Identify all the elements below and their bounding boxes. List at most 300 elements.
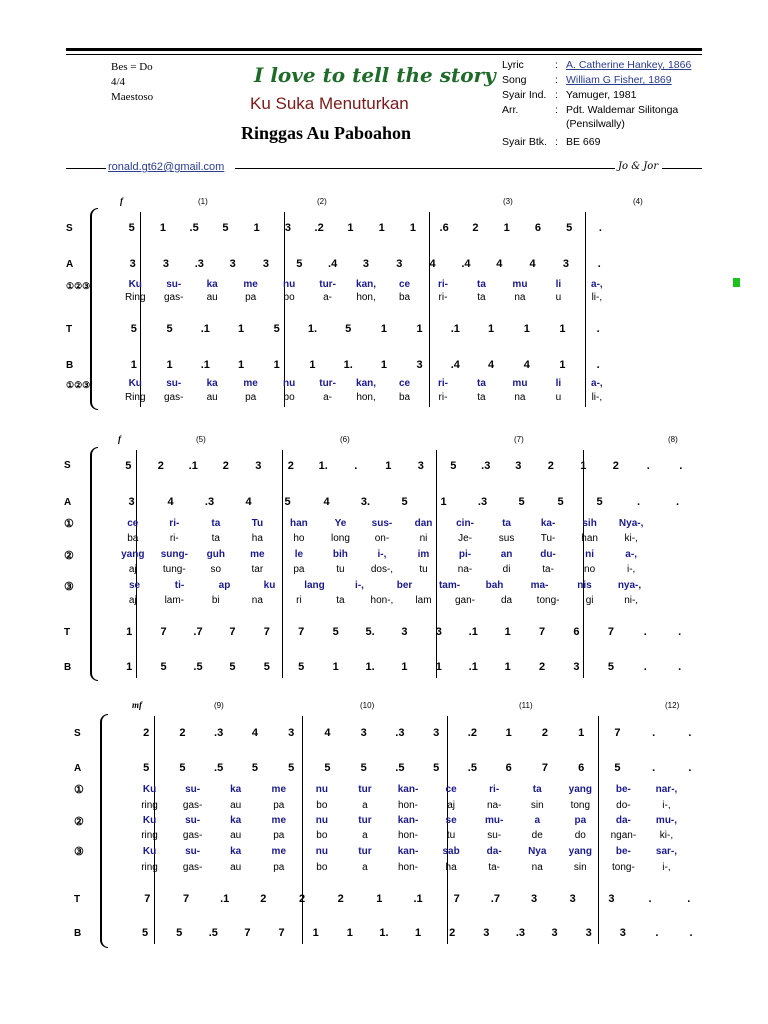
note: 5: [273, 323, 280, 335]
lyric-syllable: le: [294, 549, 304, 560]
lyric-syllable: da: [500, 595, 513, 606]
system-brace: [90, 208, 98, 410]
note: .3: [395, 727, 405, 739]
note: 3: [262, 258, 270, 270]
lyric-syllable: a-: [323, 392, 333, 403]
note: 5: [288, 762, 295, 774]
note: .: [596, 359, 600, 371]
note: 1: [504, 661, 511, 673]
lyric-syllable: du-: [540, 549, 556, 560]
lyric-syllable: bih: [332, 549, 348, 560]
lyric-syllable: sab: [442, 846, 460, 857]
note: 1.: [379, 927, 389, 939]
lyric-syllable: ba: [127, 533, 139, 544]
lyric-syllable: i-,: [377, 549, 387, 560]
lyric-syllable: na: [251, 595, 263, 606]
lyric-syllable: bo: [283, 292, 295, 303]
note: .2: [467, 727, 477, 739]
note: 5: [324, 762, 331, 774]
lyric-syllable: ni-,: [624, 595, 639, 606]
note: 1: [130, 359, 137, 371]
lyric-syllable: ta: [477, 392, 486, 403]
part-label-soprano: S: [64, 460, 71, 471]
verse-marker: ①②③: [66, 281, 91, 291]
system-brace: [100, 714, 108, 948]
note: .: [648, 893, 652, 905]
measure-number: (4): [633, 197, 643, 206]
note: .4: [450, 359, 460, 371]
lyric-syllable: han: [581, 533, 598, 544]
note: 1: [385, 460, 392, 472]
lyrics-line: [112, 518, 652, 529]
lyric-syllable: Ye: [334, 518, 347, 529]
note: 2: [539, 661, 546, 673]
lyric-syllable: a: [362, 800, 368, 811]
part-label-alto: A: [66, 259, 74, 270]
note: 3: [417, 460, 424, 472]
lyric-syllable: mu-,: [655, 815, 678, 826]
note: 2: [547, 460, 554, 472]
lyric-syllable: yang: [121, 549, 145, 560]
lyric-syllable: a: [362, 862, 368, 873]
lyric-syllable: sar-,: [655, 846, 678, 857]
note: 5: [332, 626, 339, 638]
alto-notes: [116, 258, 616, 270]
lyric-syllable: au: [230, 862, 242, 873]
note: 4: [245, 496, 252, 508]
lyric-syllable: gi: [585, 595, 594, 606]
lyric-syllable: mu: [512, 279, 528, 290]
lyric-syllable: lam: [415, 595, 432, 606]
lyric-syllable: ri-: [169, 533, 179, 544]
lyrics-line: [116, 292, 616, 303]
lyrics-line: [116, 279, 616, 290]
lyric-syllable: nu: [315, 784, 328, 795]
note: 7: [229, 626, 236, 638]
part-label-tenor: T: [66, 324, 73, 335]
measure-number: (12): [665, 701, 680, 710]
lyric-syllable: su-: [166, 378, 182, 389]
note: 5: [143, 762, 150, 774]
lyric-syllable: u: [555, 392, 562, 403]
lyric-syllable: tur-: [319, 279, 336, 290]
note: .5: [208, 927, 218, 939]
note: 7: [614, 727, 621, 739]
note: .6: [439, 222, 449, 234]
note: 6: [578, 762, 585, 774]
note: 6: [534, 222, 541, 234]
lyrics-line: [128, 830, 688, 841]
note: .3: [194, 258, 204, 270]
lyric-syllable: su-: [185, 815, 201, 826]
lyric-syllable: ka: [230, 846, 242, 857]
lyric-syllable: ta: [477, 378, 486, 389]
lyric-syllable: tur: [358, 784, 372, 795]
lyric-syllable: pi-: [458, 549, 472, 560]
note: .5: [395, 762, 405, 774]
lyric-syllable: han: [290, 518, 308, 529]
note: 1: [253, 222, 260, 234]
lyric-syllable: ka: [230, 784, 242, 795]
note: 3: [401, 626, 408, 638]
note: 1: [332, 661, 339, 673]
lyric-syllable: ring: [141, 862, 158, 873]
credit-sep: :: [555, 59, 558, 71]
lyric-syllable: ba: [398, 292, 411, 303]
lyric-syllable: ce: [398, 279, 411, 290]
note: 1: [523, 323, 530, 335]
note: 5: [128, 222, 135, 234]
note: 1: [126, 661, 133, 673]
lyrics-line: [128, 862, 688, 873]
note: 5: [222, 222, 229, 234]
email-rule-right: [235, 168, 615, 169]
lyric-syllable: an: [500, 549, 513, 560]
lyric-syllable: yang: [568, 784, 592, 795]
lyric-syllable: ki-,: [659, 830, 674, 841]
note: .: [688, 762, 692, 774]
lyric-syllable: ka-: [540, 518, 556, 529]
lyric-syllable: Ku: [128, 279, 142, 290]
lyric-syllable: se: [128, 580, 141, 591]
lyric-syllable: ta: [532, 784, 542, 795]
credit-arr-value: Pdt. Waldemar Silitonga: [566, 104, 679, 116]
measure-number: (8): [668, 435, 678, 444]
lyric-syllable: nu: [283, 378, 296, 389]
note: 3: [569, 893, 576, 905]
lyric-syllable: da-: [615, 815, 631, 826]
lyric-syllable: li: [555, 378, 562, 389]
lyric-syllable: ba: [398, 392, 411, 403]
note: 6: [573, 626, 580, 638]
soprano-notes: [128, 727, 708, 739]
time-signature: 4/4: [111, 76, 126, 88]
note: .1: [220, 893, 230, 905]
verse-marker: ②: [64, 550, 74, 562]
verse-marker: ③: [74, 846, 84, 858]
top-rule-thin: [66, 54, 702, 55]
lyric-syllable: ku: [263, 580, 276, 591]
note: .1: [413, 893, 423, 905]
verse-marker: ②: [74, 816, 84, 828]
bass-notes: [116, 359, 616, 371]
note: .: [354, 460, 358, 472]
note: .5: [189, 222, 199, 234]
note: 4: [429, 258, 436, 270]
lyric-syllable: Ku: [142, 846, 157, 857]
lyric-syllable: nar-,: [655, 784, 678, 795]
tenor-notes: [112, 626, 697, 638]
note: 1: [237, 359, 245, 371]
lyric-syllable: sin: [530, 800, 544, 811]
note: 5: [433, 762, 440, 774]
note: 5: [251, 762, 258, 774]
lyric-syllable: sus-: [371, 518, 393, 529]
note: 5: [614, 762, 621, 774]
lyric-syllable: ap: [218, 580, 231, 591]
credit-arr-alias: (Pensilwally): [566, 118, 625, 130]
part-label-bass: B: [74, 928, 82, 939]
note: 2: [260, 893, 267, 905]
note: .2: [314, 222, 324, 234]
lyric-syllable: hon,: [356, 392, 376, 403]
credit-song-key: Song: [502, 74, 527, 86]
part-label-alto: A: [64, 497, 72, 508]
lyric-syllable: Tu: [251, 518, 264, 529]
lyric-syllable: aj: [128, 564, 137, 575]
lyric-syllable: Nya: [528, 846, 547, 857]
lyric-syllable: pa: [245, 392, 257, 403]
lyric-syllable: bo: [316, 830, 328, 841]
lyric-syllable: ce: [398, 378, 411, 389]
lyric-syllable: bo: [316, 862, 328, 873]
note: .: [597, 258, 601, 270]
title-indonesian: Ku Suka Menuturkan: [250, 94, 409, 113]
lyric-syllable: ha: [251, 533, 263, 544]
lyric-syllable: i-,: [626, 564, 636, 575]
note: 3: [619, 927, 626, 939]
lyric-syllable: tur-: [319, 378, 336, 389]
note: 4: [324, 727, 331, 739]
note: 5: [176, 927, 183, 939]
lyric-syllable: Ring: [124, 292, 146, 303]
lyrics-line: [128, 815, 688, 826]
note: .: [655, 927, 659, 939]
lyrics-line: [112, 580, 652, 591]
author-email[interactable]: ronald.gt62@gmail.com: [108, 161, 225, 173]
note: 3: [255, 460, 262, 472]
lyric-syllable: ni: [585, 549, 595, 560]
lyric-syllable: ka: [206, 378, 218, 389]
soprano-notes: [112, 460, 697, 472]
note: .7: [193, 626, 203, 638]
lyrics-line: [128, 846, 688, 857]
note: 1: [126, 626, 133, 638]
note: 5: [450, 460, 457, 472]
lyric-syllable: Nya-,: [618, 518, 644, 529]
lyric-syllable: tong: [570, 800, 591, 811]
lyric-syllable: me: [243, 279, 258, 290]
note: .: [678, 626, 682, 638]
lyric-syllable: tu: [446, 830, 456, 841]
note: .5: [193, 661, 203, 673]
note: 4: [496, 258, 503, 270]
lyric-syllable: tong-: [536, 595, 560, 606]
lyric-syllable: i-,: [662, 800, 671, 811]
lyrics-line: [128, 784, 688, 795]
lyric-syllable: ho: [293, 533, 305, 544]
note: 3: [585, 927, 592, 939]
measure-number: (5): [196, 435, 206, 444]
note: .: [679, 460, 683, 472]
note: .3: [515, 927, 526, 939]
lyric-syllable: kan-: [397, 846, 419, 857]
measure-number: (7): [514, 435, 524, 444]
note: 3: [129, 258, 136, 270]
lyric-syllable: me: [271, 846, 286, 857]
soprano-notes: [116, 222, 616, 234]
credit-arr-key: Arr.: [502, 104, 519, 116]
credit-lyric-value[interactable]: A. Catherine Hankey, 1866: [566, 59, 692, 71]
lyric-syllable: kan-: [397, 815, 419, 826]
lyric-syllable: lam-: [164, 595, 185, 606]
credit-song-value[interactable]: William G Fisher, 1869: [566, 74, 672, 86]
tenor-notes: [128, 893, 708, 905]
dynamic-mark: f: [120, 196, 123, 206]
email-rule-end: [662, 168, 702, 169]
note: 1: [505, 727, 512, 739]
note: 3: [229, 258, 236, 270]
note: 4: [487, 359, 495, 371]
note: .: [652, 727, 656, 739]
note: 1: [559, 323, 566, 335]
note: 2: [612, 460, 619, 472]
note: 2: [157, 460, 164, 472]
lyric-syllable: da-: [486, 846, 502, 857]
lyric-syllable: nu: [315, 846, 328, 857]
lyric-syllable: long: [330, 533, 350, 544]
note: 5: [596, 496, 603, 508]
lyric-syllable: tong-: [612, 862, 635, 873]
dynamic-mark: f: [118, 434, 121, 444]
note: .3: [204, 496, 215, 508]
lyric-syllable: tung-: [162, 564, 186, 575]
lyric-syllable: pa: [574, 815, 587, 826]
note: .5: [214, 762, 224, 774]
signature-tag: Jo & Jor: [618, 161, 659, 172]
note: 3: [515, 460, 522, 472]
note: .: [688, 727, 692, 739]
note: .: [678, 661, 682, 673]
lyric-syllable: a-,: [591, 378, 603, 389]
note: 7: [539, 626, 546, 638]
lyrics-line: [116, 378, 616, 389]
note: 1: [378, 222, 385, 234]
lyric-syllable: pa: [273, 862, 285, 873]
lyric-syllable: ri: [296, 595, 302, 606]
lyric-syllable: sin: [573, 862, 587, 873]
note: 5: [229, 661, 236, 673]
note: 1: [347, 222, 354, 234]
note: 5: [607, 661, 614, 673]
note: 5.: [365, 626, 375, 638]
note: 3: [396, 258, 403, 270]
note: 1: [380, 323, 387, 335]
note: .3: [214, 727, 224, 739]
lyric-syllable: Je-: [458, 533, 472, 544]
note: .: [596, 323, 600, 335]
note: 3: [128, 496, 135, 508]
note: 1: [559, 359, 566, 371]
part-label-soprano: S: [74, 728, 81, 739]
lyric-syllable: ki-,: [624, 533, 638, 544]
lyric-syllable: ta: [211, 518, 221, 529]
lyric-syllable: u: [555, 292, 562, 303]
note: .: [643, 661, 647, 673]
lyric-syllable: me: [243, 378, 258, 389]
lyric-syllable: dan: [414, 518, 433, 529]
note: 3: [562, 258, 569, 270]
bass-notes: [112, 661, 697, 673]
lyric-syllable: me: [271, 784, 286, 795]
lyric-syllable: de: [531, 830, 543, 841]
note: .: [675, 496, 680, 508]
note: 3: [360, 727, 367, 739]
lyric-syllable: ri-: [438, 292, 448, 303]
note: 5: [360, 762, 367, 774]
note: .1: [200, 323, 210, 335]
note: .: [636, 496, 641, 508]
note: 1.: [365, 661, 375, 673]
note: 2: [472, 222, 479, 234]
lyric-syllable: su-: [185, 846, 201, 857]
lyric-syllable: aj: [128, 595, 137, 606]
note: 2: [449, 927, 456, 939]
note: 1.: [343, 359, 353, 371]
lyric-syllable: Tu-: [540, 533, 556, 544]
measure-number: (2): [317, 197, 327, 206]
lyric-syllable: kan-: [397, 784, 419, 795]
lyric-syllable: su-: [185, 784, 201, 795]
note: .3: [481, 460, 491, 472]
note: 1: [237, 323, 245, 335]
note: 1: [435, 661, 442, 673]
note: 5: [130, 323, 137, 335]
part-label-tenor: T: [74, 894, 81, 905]
note: 2: [143, 727, 150, 739]
note: .1: [450, 323, 460, 335]
note: .1: [468, 626, 478, 638]
lyric-syllable: a-: [323, 292, 333, 303]
note: 5: [284, 496, 291, 508]
lyric-syllable: i-,: [662, 862, 671, 873]
lyric-syllable: im: [417, 549, 430, 560]
credit-sep: :: [555, 104, 558, 116]
title-batak: Ringgas Au Paboahon: [241, 123, 412, 143]
lyric-syllable: sih: [582, 518, 597, 529]
note: 4: [251, 727, 258, 739]
lyric-syllable: na-: [486, 800, 502, 811]
lyric-syllable: gas-: [163, 292, 184, 303]
lyric-syllable: su-: [487, 830, 502, 841]
note: 2: [179, 727, 186, 739]
note: 1: [346, 927, 353, 939]
lyric-syllable: nis: [577, 580, 592, 591]
lyrics-line: [112, 533, 652, 544]
note: 1: [580, 460, 587, 472]
note: 3: [284, 222, 291, 234]
note: .3: [477, 496, 488, 508]
part-label-bass: B: [66, 360, 74, 371]
verse-marker: ③: [64, 581, 74, 593]
part-label-soprano: S: [66, 223, 73, 234]
lyric-syllable: no: [584, 564, 596, 575]
lyric-syllable: a: [362, 830, 368, 841]
lyric-syllable: ta-: [542, 564, 554, 575]
lyric-syllable: Ku: [142, 784, 157, 795]
lyric-syllable: li-,: [591, 392, 603, 403]
lyric-syllable: ta: [477, 279, 486, 290]
note: .4: [328, 258, 338, 270]
lyric-syllable: ti-: [174, 580, 185, 591]
lyric-syllable: na: [514, 392, 526, 403]
lyrics-line: [112, 549, 652, 560]
lyric-syllable: mu: [512, 378, 528, 389]
note: 1: [309, 359, 316, 371]
lyric-syllable: na: [514, 292, 526, 303]
note: 7: [182, 893, 190, 905]
note: 4: [529, 258, 536, 270]
